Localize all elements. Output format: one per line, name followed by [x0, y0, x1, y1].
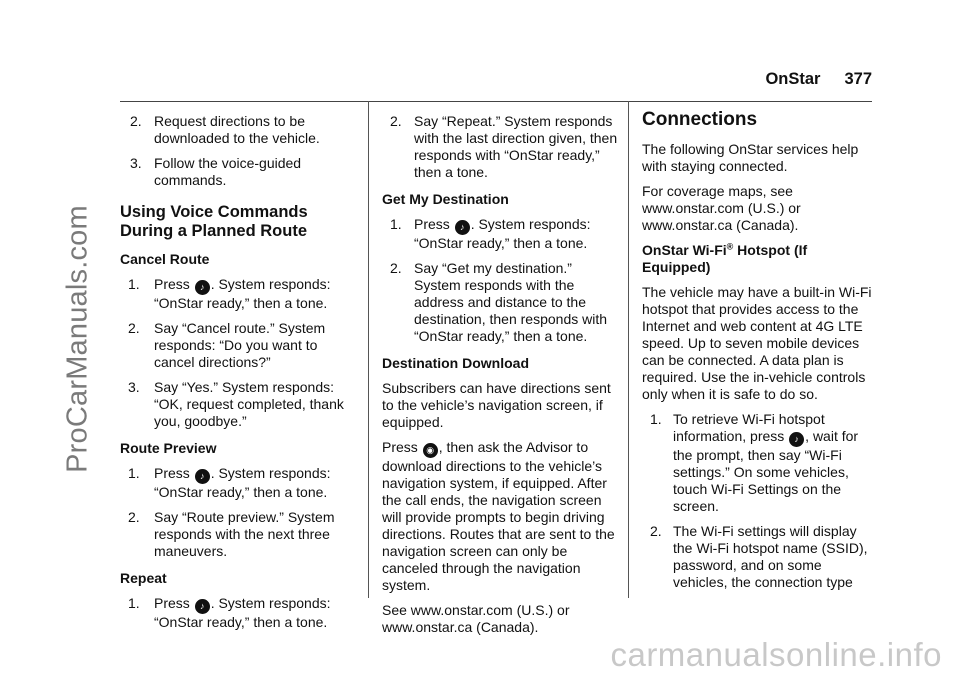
step-text-pre: Press — [154, 595, 194, 611]
wifi-title-rest: Hotspot (If Equipped) — [642, 242, 808, 275]
step-number: 1. — [128, 465, 140, 481]
step-text: Say “Route preview.” System responds with the next three maneuvers. — [154, 509, 335, 559]
step-number: 2. — [130, 113, 142, 129]
step-text-pre: Press — [154, 276, 194, 292]
step-text: Say “Get my destination.” System responds with the address and distance to the destination, then responds with “OnStar ready,” then a tone. — [414, 260, 608, 344]
page-header — [765, 70, 872, 89]
list-item — [120, 595, 356, 631]
section-heading: Using Voice Commands During a Planned Route — [120, 203, 308, 240]
subheading-cancel-route: Cancel Route — [120, 251, 210, 267]
list-item — [120, 320, 356, 371]
voice-command-icon: ♪ — [455, 220, 470, 235]
list-item — [120, 379, 356, 430]
paragraph: Subscribers can have directions sent to the vehicle’s navigation screen, if equipped. — [382, 380, 611, 430]
voice-command-icon: ♪ — [789, 432, 804, 447]
step-text: Request directions to be downloaded to the vehicle. — [154, 113, 320, 146]
voice-command-icon: ♪ — [195, 469, 210, 484]
step-number: 1. — [390, 216, 402, 232]
paragraph: See www.onstar.com (U.S.) or www.onstar.ca (Canada). — [382, 602, 570, 635]
step-text: Say “Yes.” System responds: “OK, request completed, thank you, goodbye.” — [154, 379, 344, 429]
step-number: 2. — [128, 320, 140, 336]
step-number: 3. — [128, 379, 140, 395]
step-text-post: . System responds: “OnStar ready,” then a tone. — [154, 465, 331, 500]
onstar-button-icon: ◉ — [423, 443, 438, 458]
step-text: Say “Repeat.” System responds with the last direction given, then responds with “OnStar ready,” then a tone. — [414, 113, 618, 180]
section-title: OnStar — [765, 70, 821, 88]
column-1 — [120, 113, 356, 639]
voice-command-icon: ♪ — [195, 280, 210, 295]
step-text-post: , wait for the prompt, then say “Wi-Fi settings.” On some vehicles, touch Wi-Fi Settings on the screen. — [673, 428, 859, 514]
subheading-destination-download: Destination Download — [382, 355, 529, 371]
list-item — [382, 216, 618, 252]
step-text-post: . System responds: “OnStar ready,” then a tone. — [154, 595, 331, 630]
side-watermark-text: ProCarManuals.com — [61, 205, 94, 473]
step-text — [154, 595, 356, 631]
step-text: Follow the voice-guided commands. — [154, 155, 302, 188]
step-text: The Wi-Fi settings will display the Wi-Fi hotspot name (SSID), password, and on some vehicles, the connection type — [673, 523, 868, 590]
step-text — [154, 276, 356, 312]
column-divider-1 — [368, 101, 369, 598]
list-item — [120, 276, 356, 312]
step-text: Say “Cancel route.” System responds: “Do you want to cancel directions?” — [154, 320, 326, 370]
paragraph-post: , then ask the Advisor to download directions to the vehicle’s navigation system, if equipped. After the call ends, the navigation screen will provide prompts to begin driving directions. Routes that are sent to the navigation screen can only be canceled through the navigation system. — [382, 439, 615, 593]
step-number: 2. — [128, 509, 140, 525]
list-item — [120, 155, 356, 189]
column-2 — [382, 113, 618, 644]
step-number: 1. — [650, 411, 662, 427]
header-rule — [120, 101, 872, 102]
subheading-wifi-hotspot — [642, 242, 874, 276]
registered-mark: ® — [726, 241, 734, 252]
step-number: 2. — [650, 523, 662, 539]
side-watermark — [53, 0, 103, 678]
list-item — [382, 260, 618, 345]
step-number: 1. — [128, 595, 140, 611]
step-text-post: . System responds: “OnStar ready,” then a tone. — [414, 216, 591, 251]
step-number: 1. — [128, 276, 140, 292]
wifi-title-main: OnStar Wi-Fi — [642, 242, 727, 258]
list-item — [642, 411, 874, 515]
paragraph: The following OnStar services help with staying connected. — [642, 141, 859, 174]
step-text-pre: To retrieve Wi-Fi hotspot information, press — [673, 411, 825, 444]
step-number: 2. — [390, 113, 402, 129]
connections-heading: Connections — [642, 109, 758, 130]
subheading-route-preview: Route Preview — [120, 440, 217, 456]
column-divider-2 — [628, 101, 629, 598]
paragraph — [382, 439, 618, 594]
voice-command-icon: ♪ — [195, 599, 210, 614]
paragraph-pre: Press — [382, 439, 422, 455]
list-item — [120, 465, 356, 501]
step-text-pre: Press — [414, 216, 454, 232]
paragraph: The vehicle may have a built-in Wi-Fi hotspot that provides access to the Internet and web content at 4G LTE speed. Up to seven mobile devices can be connected. A data plan is required. Use the in-vehicle controls only when it is safe to do so. — [642, 284, 872, 402]
subheading-get-my-destination: Get My Destination — [382, 191, 509, 207]
step-text-pre: Press — [154, 465, 194, 481]
list-item — [120, 509, 356, 560]
list-item — [642, 523, 874, 591]
column-3 — [642, 109, 874, 599]
step-text-post: . System responds: “OnStar ready,” then a tone. — [154, 276, 331, 311]
step-text — [414, 216, 618, 252]
subheading-repeat: Repeat — [120, 570, 167, 586]
step-text — [154, 465, 356, 501]
list-item — [120, 113, 356, 147]
bottom-watermark: carmanualsonline.info — [610, 636, 942, 673]
step-number: 2. — [390, 260, 402, 276]
page-number: 377 — [844, 70, 872, 88]
list-item — [382, 113, 618, 181]
step-number: 3. — [130, 155, 142, 171]
paragraph: For coverage maps, see www.onstar.com (U.S.) or www.onstar.ca (Canada). — [642, 183, 801, 233]
step-text — [673, 411, 874, 515]
